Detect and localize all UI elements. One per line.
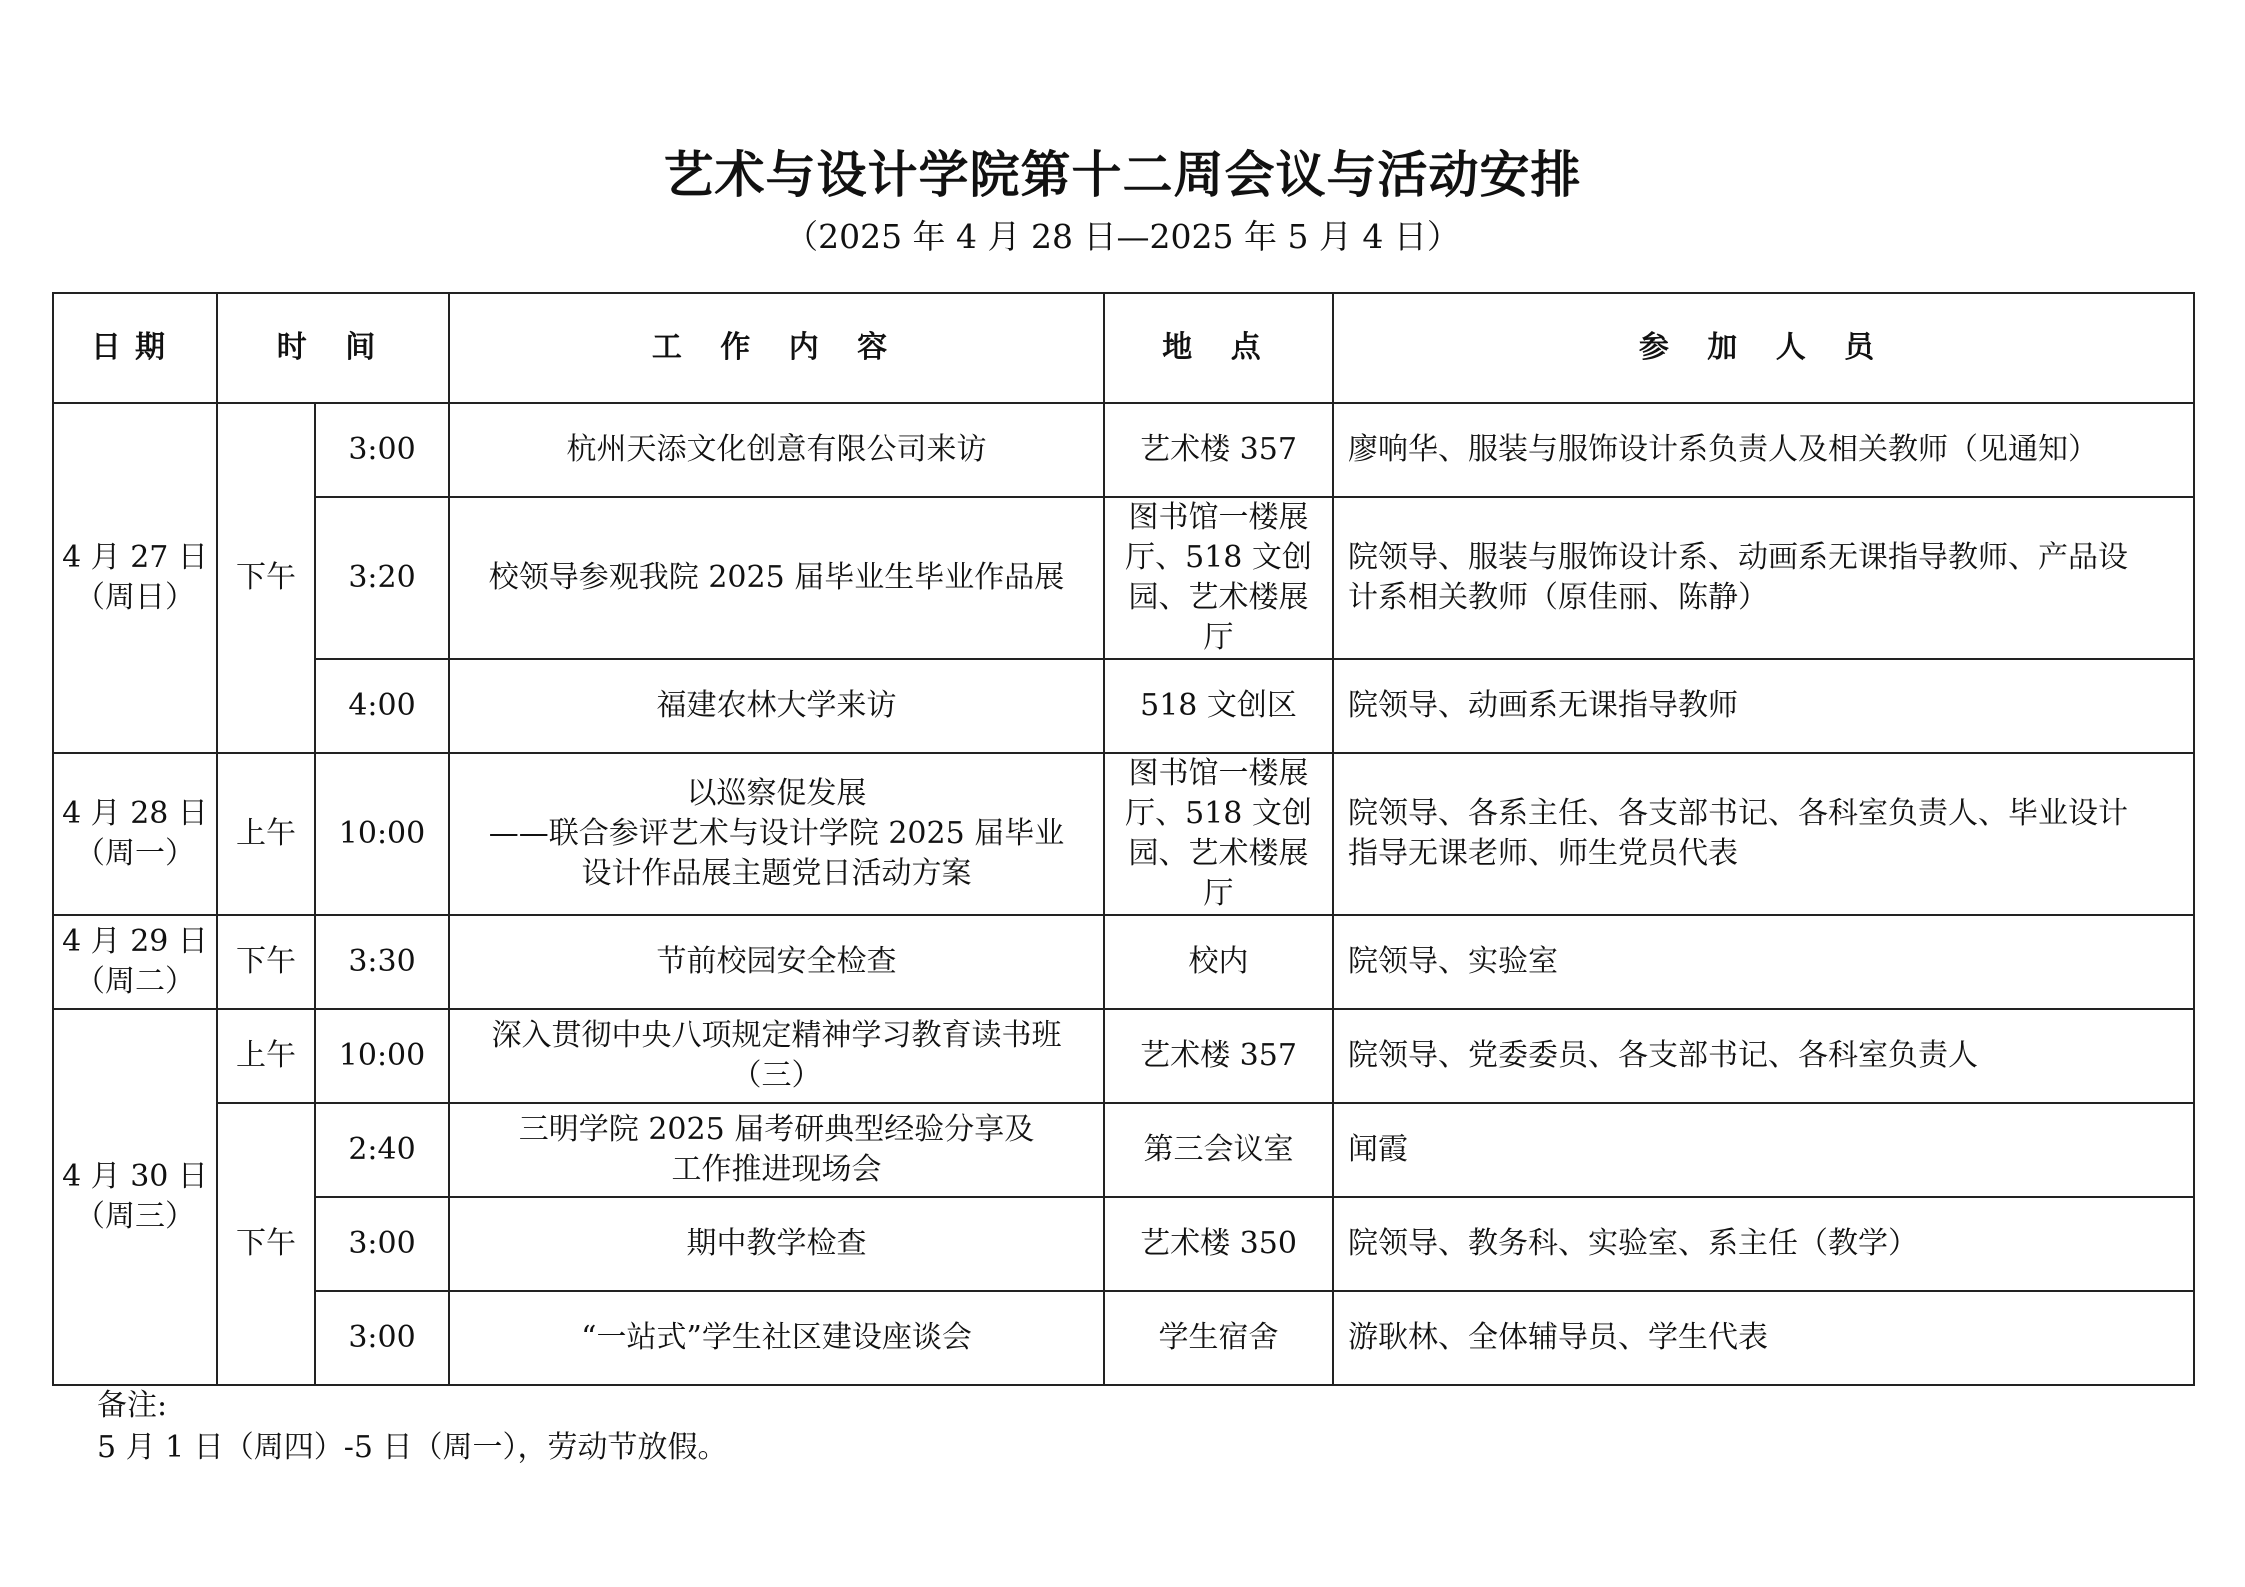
content-cell: “一站式”学生社区建设座谈会	[449, 1291, 1104, 1385]
table-row	[53, 497, 2194, 659]
header-content: 工 作 内 容	[449, 293, 1104, 403]
participants-cell: 院领导、各系主任、各支部书记、各科室负责人、毕业设计 指导无课老师、师生党员代表	[1333, 753, 2194, 915]
header-date: 日期	[53, 293, 217, 403]
content-cell: 期中教学检查	[449, 1197, 1104, 1291]
participants-cell: 闻霞	[1333, 1103, 2194, 1197]
period-cell: 上午	[217, 1009, 315, 1103]
time-cell: 2:40	[315, 1103, 449, 1197]
content-cell: 福建农林大学来访	[449, 659, 1104, 753]
notes-text: 5 月 1 日（周四）-5 日（周一），劳动节放假。	[97, 1430, 728, 1465]
date-range-subtitle: （2025 年 4 月 28 日—2025 年 5 月 4 日）	[785, 217, 1460, 256]
header-time: 时 间	[217, 293, 449, 403]
location-cell: 艺术楼 357	[1104, 403, 1333, 497]
date-cell	[53, 753, 217, 915]
content-cell: 节前校园安全检查	[449, 915, 1104, 1009]
location-cell: 第三会议室	[1104, 1103, 1333, 1197]
period-cell: 下午	[217, 1103, 315, 1385]
time-cell: 10:00	[315, 753, 449, 915]
participants-cell: 院领导、实验室	[1333, 915, 2194, 1009]
location-cell: 学生宿舍	[1104, 1291, 1333, 1385]
participants-cell: 院领导、教务科、实验室、系主任（教学）	[1333, 1197, 2194, 1291]
table-row	[53, 403, 2194, 497]
time-cell: 4:00	[315, 659, 449, 753]
period-cell: 下午	[217, 403, 315, 753]
time-cell: 3:00	[315, 1291, 449, 1385]
table-row	[53, 1103, 2194, 1197]
page-title: 艺术与设计学院第十二周会议与活动安排	[663, 146, 1582, 204]
content-cell: 杭州天添文化创意有限公司来访	[449, 403, 1104, 497]
table-header-row	[53, 293, 2194, 403]
time-cell: 3:00	[315, 403, 449, 497]
period-cell: 上午	[217, 753, 315, 915]
weekday-label: （周二）	[75, 964, 195, 999]
content-cell: 三明学院 2025 届考研典型经验分享及 工作推进现场会	[449, 1103, 1104, 1197]
content-cell: 深入贯彻中央八项规定精神学习教育读书班 （三）	[449, 1009, 1104, 1103]
header-participants: 参 加 人 员	[1333, 293, 2194, 403]
location-cell: 艺术楼 357	[1104, 1009, 1333, 1103]
location-cell: 518 文创区	[1104, 659, 1333, 753]
table-row	[53, 1197, 2194, 1291]
weekday-label: （周一）	[75, 836, 195, 871]
participants-cell: 院领导、党委委员、各支部书记、各科室负责人	[1333, 1009, 2194, 1103]
location-cell: 校内	[1104, 915, 1333, 1009]
table-row	[53, 915, 2194, 1009]
weekday-label: （周三）	[75, 1199, 195, 1234]
table-row	[53, 1009, 2194, 1103]
participants-cell: 院领导、服装与服饰设计系、动画系无课指导教师、产品设 计系相关教师（原佳丽、陈静）	[1333, 497, 2194, 659]
location-cell: 图书馆一楼展 厅、518 文创 园、艺术楼展 厅	[1104, 497, 1333, 659]
participants-cell: 廖响华、服装与服饰设计系负责人及相关教师（见通知）	[1333, 403, 2194, 497]
location-cell: 图书馆一楼展 厅、518 文创 园、艺术楼展 厅	[1104, 753, 1333, 915]
time-cell: 10:00	[315, 1009, 449, 1103]
date-label: 4 月 28 日	[62, 796, 208, 831]
header-location: 地 点	[1104, 293, 1333, 403]
period-cell: 下午	[217, 915, 315, 1009]
date-label: 4 月 30 日	[62, 1159, 208, 1194]
time-cell: 3:30	[315, 915, 449, 1009]
content-cell: 校领导参观我院 2025 届毕业生毕业作品展	[449, 497, 1104, 659]
date-cell	[53, 403, 217, 753]
date-cell	[53, 1009, 217, 1385]
date-cell	[53, 915, 217, 1009]
table-row	[53, 659, 2194, 753]
participants-cell: 游耿林、全体辅导员、学生代表	[1333, 1291, 2194, 1385]
schedule-table	[52, 292, 2195, 1386]
date-label: 4 月 27 日	[62, 540, 208, 575]
date-label: 4 月 29 日	[62, 924, 208, 959]
time-cell: 3:00	[315, 1197, 449, 1291]
weekday-label: （周日）	[75, 580, 195, 615]
location-cell: 艺术楼 350	[1104, 1197, 1333, 1291]
table-row	[53, 753, 2194, 915]
table-row	[53, 1291, 2194, 1385]
participants-cell: 院领导、动画系无课指导教师	[1333, 659, 2194, 753]
content-cell: 以巡察促发展 ——联合参评艺术与设计学院 2025 届毕业 设计作品展主题党日活动方案	[449, 753, 1104, 915]
notes-label: 备注:	[97, 1388, 168, 1423]
time-cell: 3:20	[315, 497, 449, 659]
